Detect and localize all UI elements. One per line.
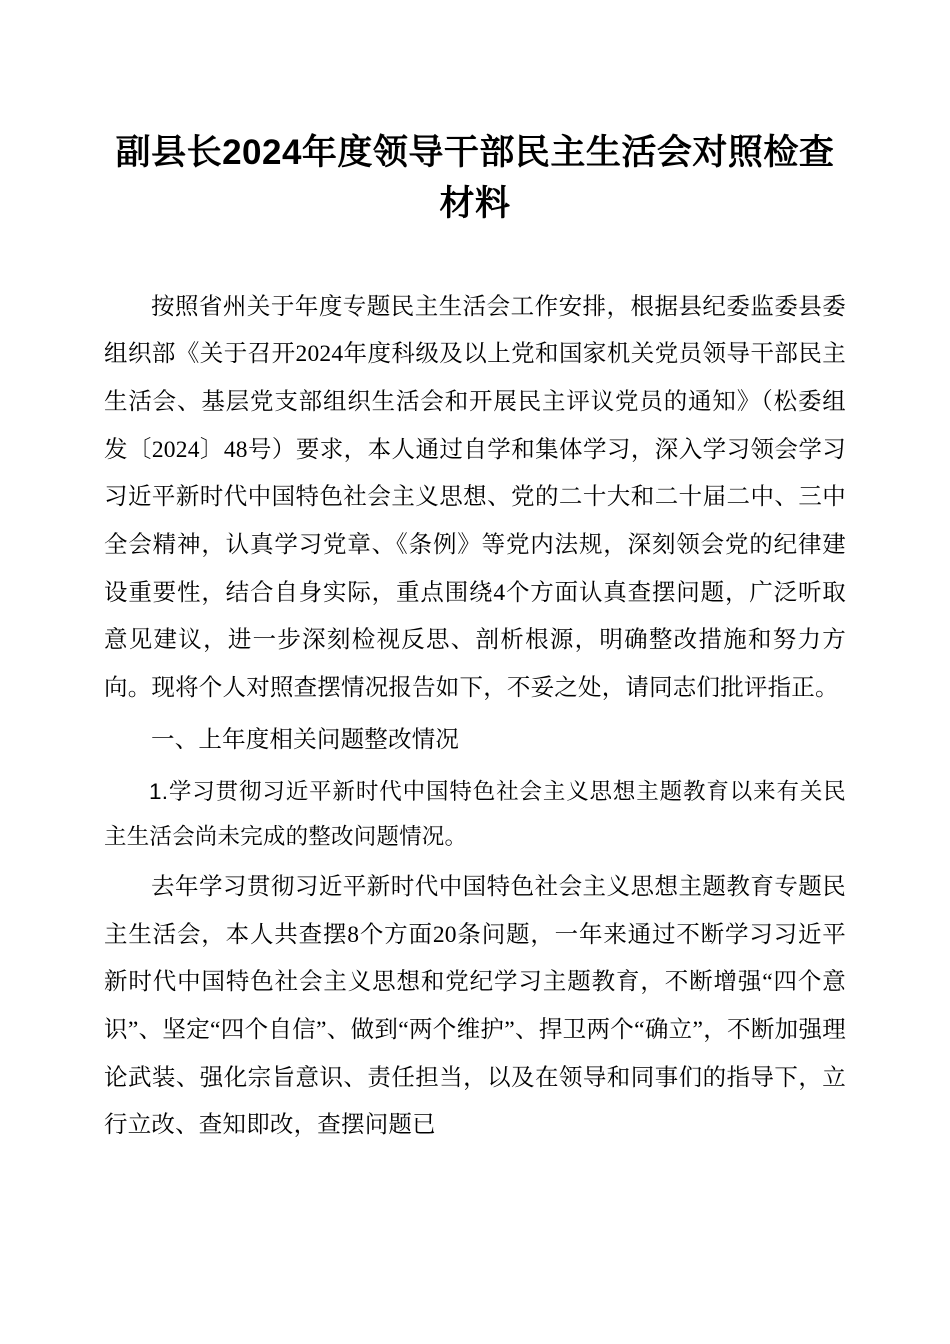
section-heading-one: 一、上年度相关问题整改情况 [151,726,460,753]
document-body [104,284,846,1151]
paragraph-item-1: 1.学习贯彻习近平新时代中国特色社会主义思想主题教育以来有关民主生活会尚未完成的整改问题情况。 [104,778,846,850]
page-title: 副县长2024年度领导干部民主生活会对照检查材料 [115,133,835,223]
paragraph-item-1-body: 去年学习贯彻习近平新时代中国特色社会主义思想主题教育专题民主生活会，本人共查摆8个方面20条问题，一年来通过不断学习习近平新时代中国特色社会主义思想和党纪学习主题教育，不断增强“四个意识”、坚定“四个自信”、做到“两个维护”、捍卫两个“确立”，不断加强理论武装、强化宗旨意识、责任担当，以及在领导和同事们的指导下，立行立改、查知即改，查摆问题已 [104,873,846,1139]
paragraph-intro: 按照省州关于年度专题民主生活会工作安排，根据县纪委监委县委组织部《关于召开2024年度科级及以上党和国家机关党员领导干部民主生活会、基层党支部组织生活会和开展民主评议党员的通知》（松委组发〔2024〕48号）要求，本人通过自学和集体学习，深入学习领会学习习近平新时代中国特色社会主义思想、党的二十大和二十届二中、三中全会精神，认真学习党章、《条例》等党内法规，深刻领会党的纪律建设重要性，结合自身实际，重点围绕4个方面认真查摆问题，广泛听取意见建议，进一步深刻检视反思、剖析根源，明确整改措施和努力方向。现将个人对照查摆情况报告如下，不妥之处，请同志们批评指正。 [104,293,846,702]
